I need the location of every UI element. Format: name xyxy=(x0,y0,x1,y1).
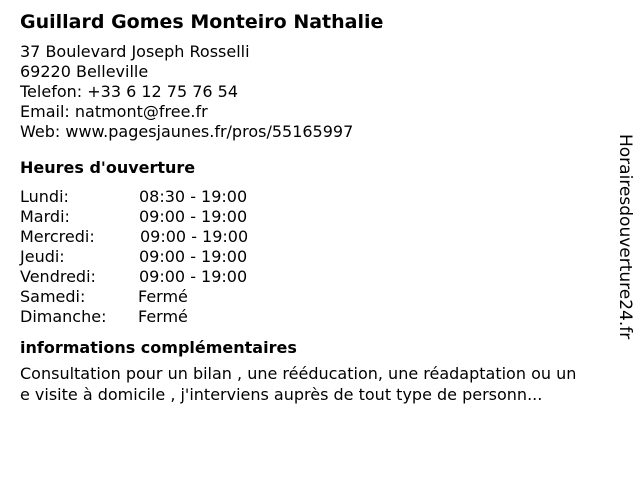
hours-row-samedi xyxy=(20,287,610,307)
day-hours: 09:00 - 19:00 xyxy=(140,227,249,246)
web-text: Web: www.pagesjaunes.fr/pros/55165997 xyxy=(20,122,354,141)
info-description xyxy=(20,363,630,405)
hours-table xyxy=(20,187,610,327)
address-line-2: 69220 Belleville xyxy=(20,62,149,81)
day-label: Samedi: xyxy=(20,287,86,306)
info-title: informations complémentaires xyxy=(20,338,297,357)
day-hours: 09:00 - 19:00 xyxy=(139,247,248,266)
site-watermark xyxy=(612,134,638,344)
day-label: Lundi: xyxy=(20,187,69,206)
hours-row-mercredi xyxy=(20,227,610,247)
business-card xyxy=(20,10,610,405)
email-text: Email: natmont@free.fr xyxy=(20,102,208,121)
day-label: Mardi: xyxy=(20,207,70,226)
hours-row-vendredi xyxy=(20,267,610,287)
hours-row-lundi xyxy=(20,187,610,207)
day-hours: 09:00 - 19:00 xyxy=(139,207,248,226)
business-name: Guillard Gomes Monteiro Nathalie xyxy=(20,11,384,33)
day-label: Vendredi: xyxy=(20,267,96,286)
site-watermark-text: Horairesdouverture24.fr xyxy=(615,134,635,340)
day-label: Jeudi: xyxy=(20,247,65,266)
info-line-2: e visite à domicile , j'interviens auprès de tout type de personn... xyxy=(20,385,543,404)
hours-title: Heures d'ouverture xyxy=(20,158,196,177)
day-label: Mercredi: xyxy=(20,227,95,246)
contact-block xyxy=(20,42,610,142)
day-label: Dimanche: xyxy=(20,307,107,326)
day-hours: 09:00 - 19:00 xyxy=(139,267,248,286)
phone-text: Telefon: +33 6 12 75 76 54 xyxy=(20,82,239,101)
day-hours: Fermé xyxy=(138,287,188,306)
address-line-1: 37 Boulevard Joseph Rosselli xyxy=(20,42,250,61)
hours-row-dimanche xyxy=(20,307,610,327)
hours-row-mardi xyxy=(20,207,610,227)
day-hours: 08:30 - 19:00 xyxy=(139,187,248,206)
info-line-1: Consultation pour un bilan , une rééducation, une réadaptation ou un xyxy=(20,364,577,383)
hours-row-jeudi xyxy=(20,247,610,267)
day-hours: Fermé xyxy=(138,307,188,326)
